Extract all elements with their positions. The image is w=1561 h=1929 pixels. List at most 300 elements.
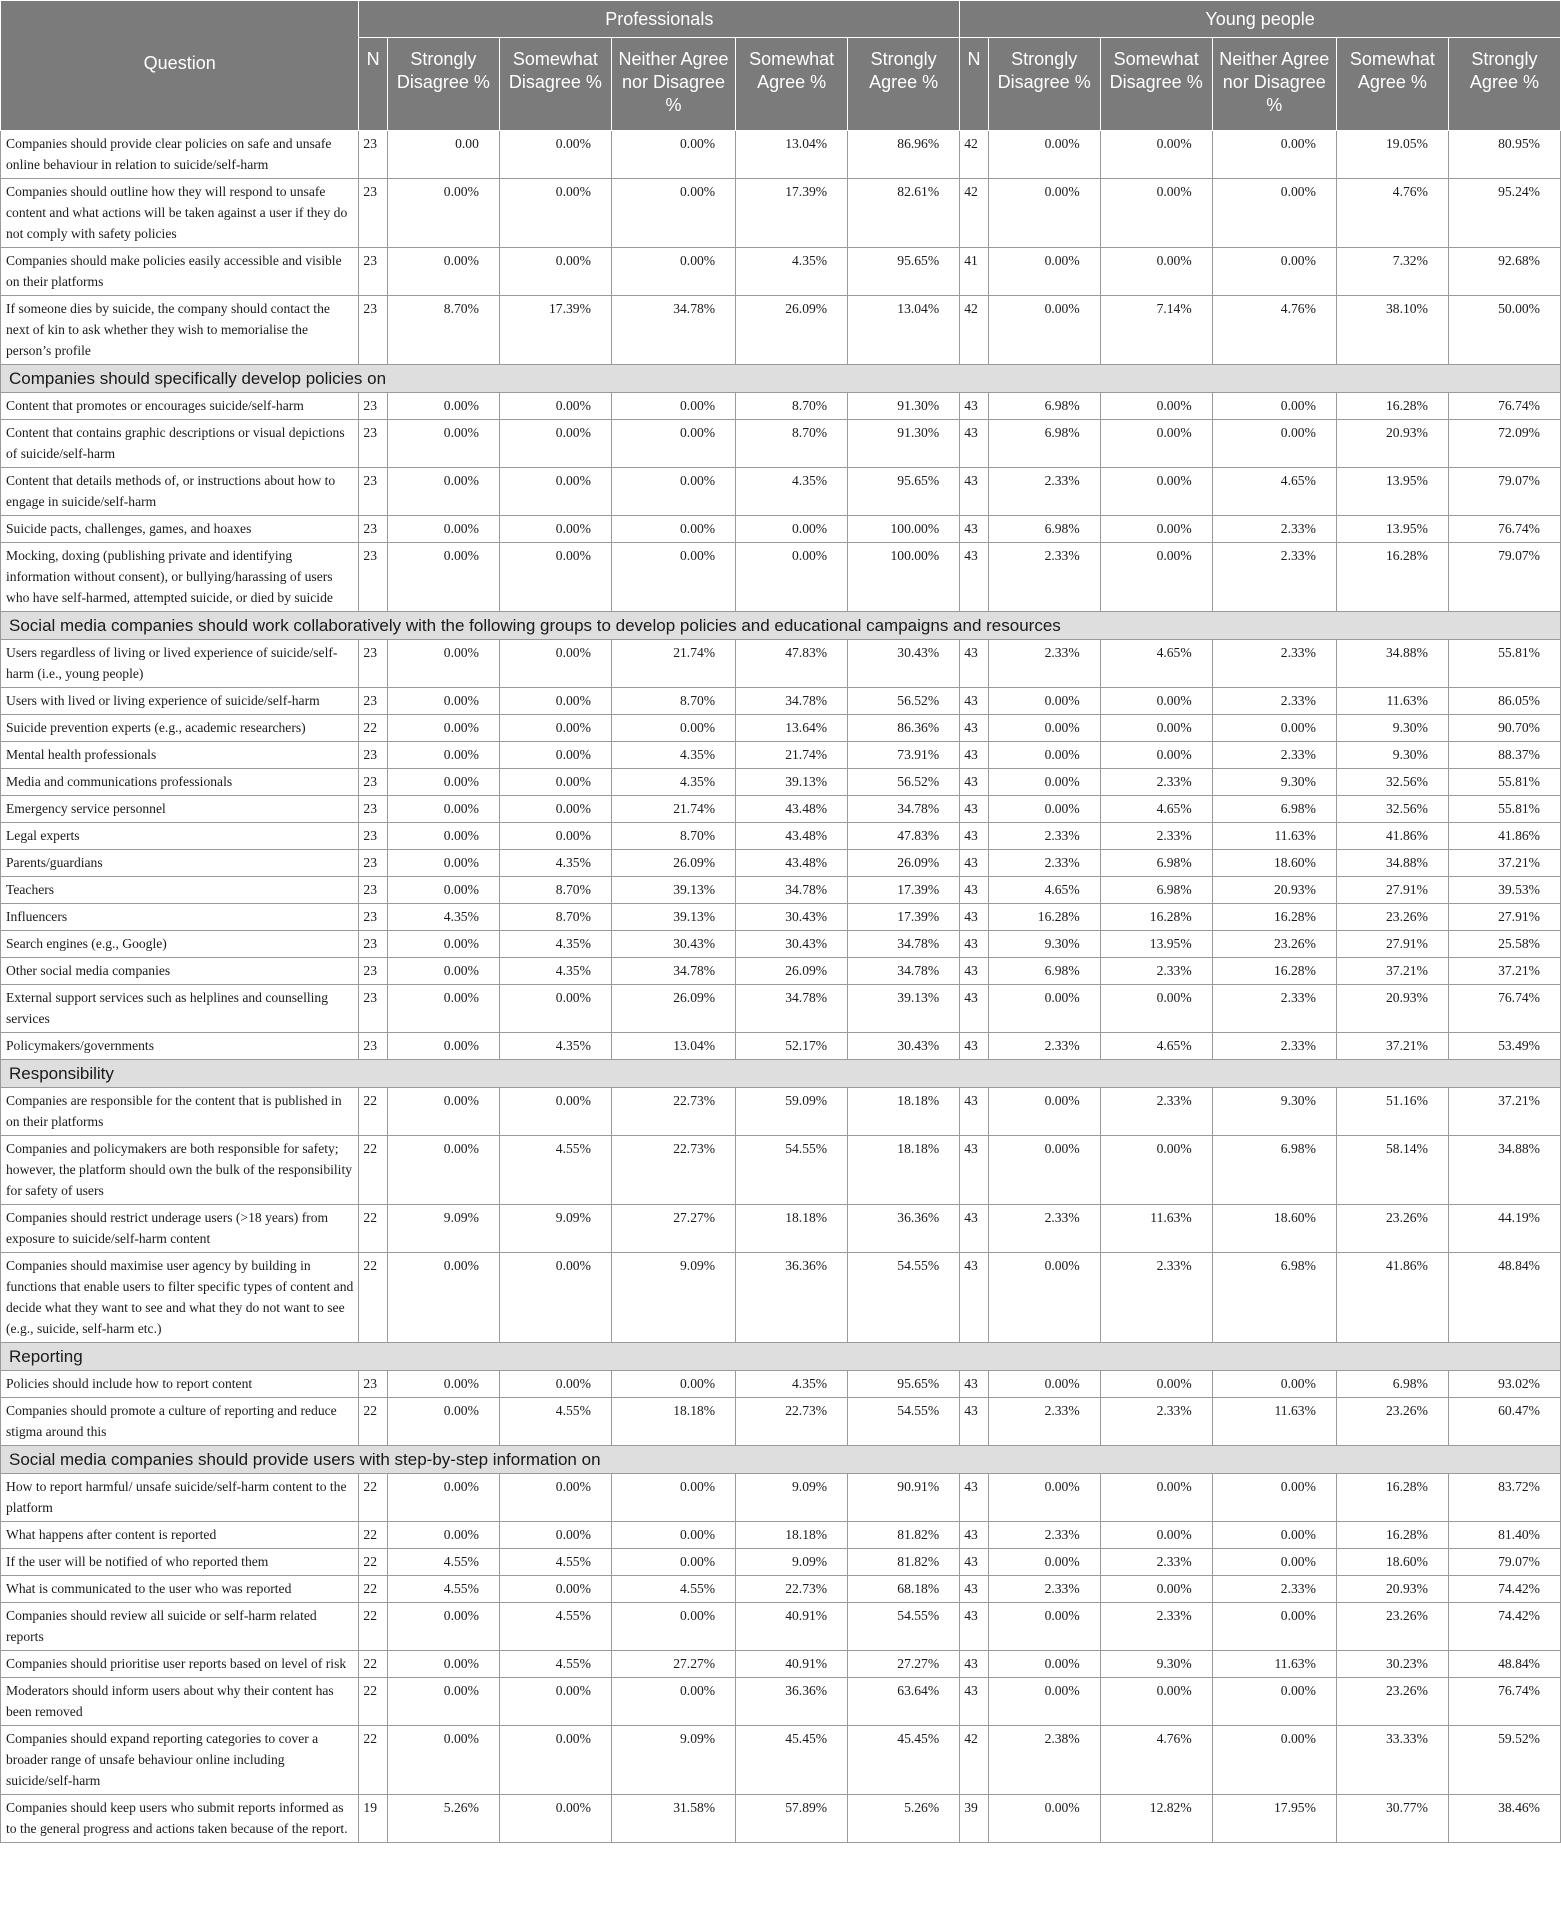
prof-value-cell: 36.36% [736,1678,848,1726]
prof-value-cell: 18.18% [736,1522,848,1549]
section-title: Social media companies should provide users with step-by-step information on [1,1446,1561,1474]
question-cell: Content that promotes or encourages suicide/self-harm [1,393,359,420]
yp-value-cell: 0.00% [988,769,1100,796]
yp-value-cell: 48.84% [1448,1651,1560,1678]
yp-value-cell: 0.00% [1212,1726,1336,1795]
prof-n-cell: 22 [359,1253,388,1343]
yp-value-cell: 2.33% [1212,1576,1336,1603]
question-cell: Moderators should inform users about why their content has been removed [1,1678,359,1726]
prof-value-cell: 36.36% [736,1253,848,1343]
prof-value-cell: 4.35% [611,769,735,796]
yp-value-cell: 2.33% [1212,543,1336,612]
question-cell: External support services such as helplines and counselling services [1,985,359,1033]
yp-value-cell: 0.00% [1212,131,1336,179]
prof-value-cell: 0.00% [611,715,735,742]
table-row [1,1795,1561,1843]
prof-value-cell: 0.00% [387,742,499,769]
yp-value-cell: 32.56% [1336,769,1448,796]
yp-value-cell: 79.07% [1448,468,1560,516]
question-cell: Companies are responsible for the content that is published in on their platforms [1,1088,359,1136]
yp-value-cell: 4.76% [1212,296,1336,365]
yp-value-cell: 4.65% [1212,468,1336,516]
yp-n-cell: 43 [960,877,989,904]
prof-value-cell: 0.00% [611,1603,735,1651]
yp-value-cell: 55.81% [1448,796,1560,823]
yp-n-cell: 43 [960,769,989,796]
table-row [1,985,1561,1033]
prof-value-cell: 4.55% [387,1549,499,1576]
prof-n-cell: 23 [359,1033,388,1060]
prof-n-cell: 23 [359,543,388,612]
yp-value-cell: 0.00% [1100,715,1212,742]
prof-value-cell: 13.04% [611,1033,735,1060]
prof-value-cell: 73.91% [848,742,960,769]
question-cell: If the user will be notified of who reported them [1,1549,359,1576]
col-header-prof-somewhat-disagree: Somewhat Disagree % [499,38,611,131]
yp-value-cell: 95.24% [1448,179,1560,248]
prof-value-cell: 26.09% [736,958,848,985]
prof-value-cell: 0.00 [387,131,499,179]
prof-n-cell: 23 [359,179,388,248]
prof-n-cell: 23 [359,850,388,877]
yp-value-cell: 6.98% [1100,850,1212,877]
prof-value-cell: 0.00% [611,1474,735,1522]
prof-n-cell: 23 [359,248,388,296]
question-cell: What is communicated to the user who was reported [1,1576,359,1603]
yp-value-cell: 37.21% [1448,850,1560,877]
yp-value-cell: 9.30% [988,931,1100,958]
prof-value-cell: 9.09% [736,1474,848,1522]
yp-value-cell: 9.30% [1212,769,1336,796]
yp-n-cell: 43 [960,543,989,612]
yp-n-cell: 42 [960,131,989,179]
prof-value-cell: 47.83% [848,823,960,850]
prof-n-cell: 22 [359,1522,388,1549]
yp-value-cell: 41.86% [1336,823,1448,850]
prof-value-cell: 21.74% [611,796,735,823]
table-row [1,715,1561,742]
yp-value-cell: 0.00% [988,796,1100,823]
yp-value-cell: 83.72% [1448,1474,1560,1522]
yp-value-cell: 0.00% [988,715,1100,742]
prof-value-cell: 56.52% [848,769,960,796]
prof-value-cell: 8.70% [611,688,735,715]
question-cell: Teachers [1,877,359,904]
prof-value-cell: 0.00% [387,179,499,248]
prof-value-cell: 0.00% [387,1398,499,1446]
prof-value-cell: 4.35% [736,248,848,296]
yp-value-cell: 19.05% [1336,131,1448,179]
prof-value-cell: 0.00% [387,985,499,1033]
yp-value-cell: 0.00% [988,248,1100,296]
table-row [1,931,1561,958]
prof-n-cell: 22 [359,1398,388,1446]
prof-value-cell: 0.00% [499,1474,611,1522]
table-row [1,393,1561,420]
prof-value-cell: 30.43% [848,640,960,688]
yp-value-cell: 2.38% [988,1726,1100,1795]
yp-value-cell: 6.98% [1336,1371,1448,1398]
prof-value-cell: 100.00% [848,516,960,543]
yp-value-cell: 0.00% [1212,715,1336,742]
question-cell: Legal experts [1,823,359,850]
prof-value-cell: 0.00% [387,1678,499,1726]
table-row [1,640,1561,688]
yp-n-cell: 43 [960,715,989,742]
table-row [1,877,1561,904]
prof-value-cell: 18.18% [848,1136,960,1205]
yp-n-cell: 43 [960,468,989,516]
yp-n-cell: 43 [960,931,989,958]
question-cell: How to report harmful/ unsafe suicide/self-harm content to the platform [1,1474,359,1522]
yp-n-cell: 41 [960,248,989,296]
prof-value-cell: 31.58% [611,1795,735,1843]
prof-value-cell: 5.26% [387,1795,499,1843]
yp-value-cell: 23.26% [1336,1603,1448,1651]
prof-value-cell: 0.00% [387,1253,499,1343]
yp-n-cell: 43 [960,1371,989,1398]
yp-value-cell: 0.00% [1212,1371,1336,1398]
prof-value-cell: 17.39% [848,877,960,904]
yp-value-cell: 0.00% [988,1795,1100,1843]
yp-value-cell: 4.76% [1336,179,1448,248]
prof-value-cell: 43.48% [736,823,848,850]
yp-n-cell: 43 [960,640,989,688]
yp-value-cell: 2.33% [988,468,1100,516]
yp-value-cell: 60.47% [1448,1398,1560,1446]
yp-n-cell: 43 [960,688,989,715]
prof-n-cell: 23 [359,904,388,931]
yp-value-cell: 76.74% [1448,985,1560,1033]
yp-value-cell: 30.23% [1336,1651,1448,1678]
prof-n-cell: 22 [359,1651,388,1678]
yp-value-cell: 0.00% [1100,985,1212,1033]
prof-value-cell: 9.09% [499,1205,611,1253]
prof-value-cell: 27.27% [848,1651,960,1678]
prof-value-cell: 34.78% [848,796,960,823]
yp-value-cell: 20.93% [1212,877,1336,904]
yp-value-cell: 23.26% [1336,1678,1448,1726]
prof-n-cell: 23 [359,742,388,769]
prof-value-cell: 91.30% [848,393,960,420]
prof-value-cell: 0.00% [499,1253,611,1343]
prof-value-cell: 0.00% [387,688,499,715]
prof-n-cell: 23 [359,985,388,1033]
section-header-row [1,612,1561,640]
yp-value-cell: 9.30% [1336,742,1448,769]
prof-value-cell: 39.13% [611,904,735,931]
prof-value-cell: 0.00% [387,1474,499,1522]
yp-value-cell: 6.98% [1212,1253,1336,1343]
prof-value-cell: 0.00% [736,543,848,612]
prof-value-cell: 4.35% [499,850,611,877]
prof-value-cell: 9.09% [611,1726,735,1795]
yp-n-cell: 43 [960,516,989,543]
prof-value-cell: 4.55% [499,1398,611,1446]
prof-value-cell: 91.30% [848,420,960,468]
yp-value-cell: 33.33% [1336,1726,1448,1795]
prof-value-cell: 43.48% [736,796,848,823]
yp-value-cell: 0.00% [988,1136,1100,1205]
prof-value-cell: 0.00% [387,248,499,296]
yp-value-cell: 58.14% [1336,1136,1448,1205]
prof-n-cell: 23 [359,516,388,543]
yp-value-cell: 0.00% [1212,420,1336,468]
question-cell: Companies should make policies easily accessible and visible on their platforms [1,248,359,296]
yp-value-cell: 6.98% [1212,796,1336,823]
yp-value-cell: 0.00% [1100,1474,1212,1522]
prof-value-cell: 34.78% [848,958,960,985]
yp-value-cell: 2.33% [1212,640,1336,688]
question-cell: Influencers [1,904,359,931]
prof-value-cell: 30.43% [611,931,735,958]
prof-value-cell: 0.00% [499,248,611,296]
prof-value-cell: 0.00% [499,985,611,1033]
table-row [1,958,1561,985]
table-row [1,769,1561,796]
yp-value-cell: 2.33% [988,1522,1100,1549]
prof-value-cell: 0.00% [499,131,611,179]
question-cell: Companies and policymakers are both responsible for safety; however, the platform should own the bulk of the responsibility for safety of users [1,1136,359,1205]
question-cell: Media and communications professionals [1,769,359,796]
yp-value-cell: 37.21% [1336,1033,1448,1060]
prof-value-cell: 0.00% [611,1522,735,1549]
yp-n-cell: 43 [960,1576,989,1603]
yp-value-cell: 44.19% [1448,1205,1560,1253]
yp-value-cell: 38.10% [1336,296,1448,365]
col-header-yp-n: N [960,38,989,131]
yp-value-cell: 0.00% [1100,516,1212,543]
yp-n-cell: 43 [960,904,989,931]
section-title: Reporting [1,1343,1561,1371]
prof-n-cell: 22 [359,1136,388,1205]
yp-value-cell: 74.42% [1448,1576,1560,1603]
prof-n-cell: 23 [359,688,388,715]
prof-value-cell: 86.96% [848,131,960,179]
yp-n-cell: 43 [960,420,989,468]
prof-value-cell: 0.00% [499,1726,611,1795]
yp-value-cell: 76.74% [1448,1678,1560,1726]
yp-value-cell: 2.33% [988,1033,1100,1060]
prof-value-cell: 0.00% [387,1651,499,1678]
yp-value-cell: 12.82% [1100,1795,1212,1843]
prof-value-cell: 0.00% [611,543,735,612]
yp-value-cell: 0.00% [1100,468,1212,516]
prof-value-cell: 0.00% [611,179,735,248]
prof-value-cell: 26.09% [848,850,960,877]
table-row [1,420,1561,468]
prof-value-cell: 0.00% [611,420,735,468]
question-cell: Companies should maximise user agency by building in functions that enable users to filter specific types of content and decide what they want to see and what they do not want to see (e.g., suicide, self-harm etc.) [1,1253,359,1343]
table-row [1,850,1561,877]
yp-value-cell: 0.00% [1100,393,1212,420]
yp-n-cell: 42 [960,179,989,248]
yp-value-cell: 72.09% [1448,420,1560,468]
yp-n-cell: 43 [960,1398,989,1446]
prof-value-cell: 9.09% [387,1205,499,1253]
section-header-row [1,1060,1561,1088]
yp-value-cell: 0.00% [988,1549,1100,1576]
prof-value-cell: 4.55% [499,1651,611,1678]
prof-value-cell: 0.00% [611,1549,735,1576]
prof-value-cell: 8.70% [387,296,499,365]
yp-value-cell: 37.21% [1448,958,1560,985]
question-cell: Other social media companies [1,958,359,985]
table-row [1,742,1561,769]
prof-value-cell: 95.65% [848,248,960,296]
prof-value-cell: 0.00% [499,1678,611,1726]
col-header-yp-strongly-disagree: Strongly Disagree % [988,38,1100,131]
yp-value-cell: 2.33% [988,640,1100,688]
prof-value-cell: 27.27% [611,1205,735,1253]
yp-value-cell: 16.28% [1336,393,1448,420]
prof-value-cell: 81.82% [848,1549,960,1576]
prof-value-cell: 0.00% [499,1795,611,1843]
yp-value-cell: 0.00% [988,742,1100,769]
yp-value-cell: 0.00% [1100,543,1212,612]
prof-value-cell: 0.00% [387,1033,499,1060]
col-header-yp-somewhat-disagree: Somewhat Disagree % [1100,38,1212,131]
yp-value-cell: 41.86% [1336,1253,1448,1343]
prof-n-cell: 23 [359,931,388,958]
yp-value-cell: 0.00% [988,1253,1100,1343]
yp-value-cell: 0.00% [988,131,1100,179]
prof-value-cell: 86.36% [848,715,960,742]
table-row [1,1205,1561,1253]
yp-value-cell: 11.63% [1100,1205,1212,1253]
prof-value-cell: 56.52% [848,688,960,715]
table-row [1,468,1561,516]
yp-n-cell: 42 [960,1726,989,1795]
table-row [1,296,1561,365]
prof-value-cell: 0.00% [611,516,735,543]
yp-value-cell: 32.56% [1336,796,1448,823]
yp-value-cell: 0.00% [1100,1522,1212,1549]
prof-value-cell: 54.55% [848,1253,960,1343]
yp-n-cell: 43 [960,1033,989,1060]
col-header-yp-somewhat-agree: Somewhat Agree % [1336,38,1448,131]
yp-value-cell: 23.26% [1336,904,1448,931]
yp-value-cell: 0.00% [988,1603,1100,1651]
prof-n-cell: 23 [359,131,388,179]
yp-value-cell: 88.37% [1448,742,1560,769]
yp-value-cell: 0.00% [988,179,1100,248]
prof-value-cell: 90.91% [848,1474,960,1522]
question-cell: Policies should include how to report content [1,1371,359,1398]
yp-value-cell: 0.00% [988,1088,1100,1136]
yp-n-cell: 43 [960,393,989,420]
yp-value-cell: 53.49% [1448,1033,1560,1060]
yp-value-cell: 0.00% [988,1678,1100,1726]
prof-value-cell: 4.35% [736,1371,848,1398]
yp-value-cell: 4.65% [1100,796,1212,823]
yp-value-cell: 11.63% [1212,823,1336,850]
yp-value-cell: 4.65% [1100,1033,1212,1060]
prof-value-cell: 0.00% [611,131,735,179]
yp-value-cell: 0.00% [1100,1678,1212,1726]
prof-value-cell: 8.70% [611,823,735,850]
prof-value-cell: 0.00% [499,1371,611,1398]
yp-value-cell: 34.88% [1336,640,1448,688]
prof-value-cell: 4.55% [611,1576,735,1603]
yp-value-cell: 37.21% [1336,958,1448,985]
yp-value-cell: 81.40% [1448,1522,1560,1549]
prof-value-cell: 8.70% [736,393,848,420]
yp-value-cell: 0.00% [988,688,1100,715]
prof-value-cell: 4.35% [499,1033,611,1060]
table-row [1,516,1561,543]
yp-value-cell: 2.33% [988,543,1100,612]
yp-value-cell: 11.63% [1212,1651,1336,1678]
prof-value-cell: 0.00% [499,468,611,516]
yp-value-cell: 39.53% [1448,877,1560,904]
prof-value-cell: 17.39% [499,296,611,365]
yp-value-cell: 51.16% [1336,1088,1448,1136]
prof-value-cell: 0.00% [387,1136,499,1205]
yp-n-cell: 43 [960,1136,989,1205]
prof-n-cell: 23 [359,958,388,985]
prof-value-cell: 0.00% [387,640,499,688]
question-cell: Policymakers/governments [1,1033,359,1060]
yp-value-cell: 0.00% [988,985,1100,1033]
question-cell: Search engines (e.g., Google) [1,931,359,958]
yp-value-cell: 16.28% [1336,1474,1448,1522]
question-cell: Companies should provide clear policies on safe and unsafe online behaviour in relation to suicide/self-harm [1,131,359,179]
yp-value-cell: 90.70% [1448,715,1560,742]
col-header-prof-somewhat-agree: Somewhat Agree % [736,38,848,131]
prof-value-cell: 8.70% [499,904,611,931]
question-cell: Emergency service personnel [1,796,359,823]
prof-value-cell: 0.00% [387,543,499,612]
yp-n-cell: 43 [960,796,989,823]
prof-value-cell: 0.00% [499,179,611,248]
yp-value-cell: 25.58% [1448,931,1560,958]
yp-value-cell: 0.00% [1100,688,1212,715]
prof-value-cell: 0.00% [499,543,611,612]
prof-value-cell: 40.91% [736,1651,848,1678]
question-cell: Suicide pacts, challenges, games, and hoaxes [1,516,359,543]
prof-value-cell: 0.00% [499,1522,611,1549]
yp-n-cell: 43 [960,1678,989,1726]
yp-value-cell: 0.00% [1100,742,1212,769]
yp-n-cell: 43 [960,985,989,1033]
question-cell: Users regardless of living or lived experience of suicide/self-harm (i.e., young people) [1,640,359,688]
yp-value-cell: 0.00% [1100,131,1212,179]
prof-value-cell: 0.00% [499,688,611,715]
prof-value-cell: 0.00% [387,1603,499,1651]
yp-value-cell: 27.91% [1336,877,1448,904]
prof-value-cell: 0.00% [387,1088,499,1136]
prof-value-cell: 4.55% [499,1136,611,1205]
yp-value-cell: 16.28% [1212,958,1336,985]
col-header-yp-strongly-agree: Strongly Agree % [1448,38,1560,131]
prof-value-cell: 30.43% [848,1033,960,1060]
yp-value-cell: 4.76% [1100,1726,1212,1795]
prof-n-cell: 23 [359,769,388,796]
table-row [1,688,1561,715]
prof-value-cell: 59.09% [736,1088,848,1136]
yp-value-cell: 17.95% [1212,1795,1336,1843]
prof-value-cell: 0.00% [387,958,499,985]
yp-n-cell: 43 [960,1088,989,1136]
prof-value-cell: 0.00% [499,393,611,420]
question-cell: Mental health professionals [1,742,359,769]
yp-value-cell: 30.77% [1336,1795,1448,1843]
question-cell: Companies should promote a culture of reporting and reduce stigma around this [1,1398,359,1446]
question-cell: Parents/guardians [1,850,359,877]
yp-value-cell: 23.26% [1212,931,1336,958]
prof-n-cell: 23 [359,393,388,420]
